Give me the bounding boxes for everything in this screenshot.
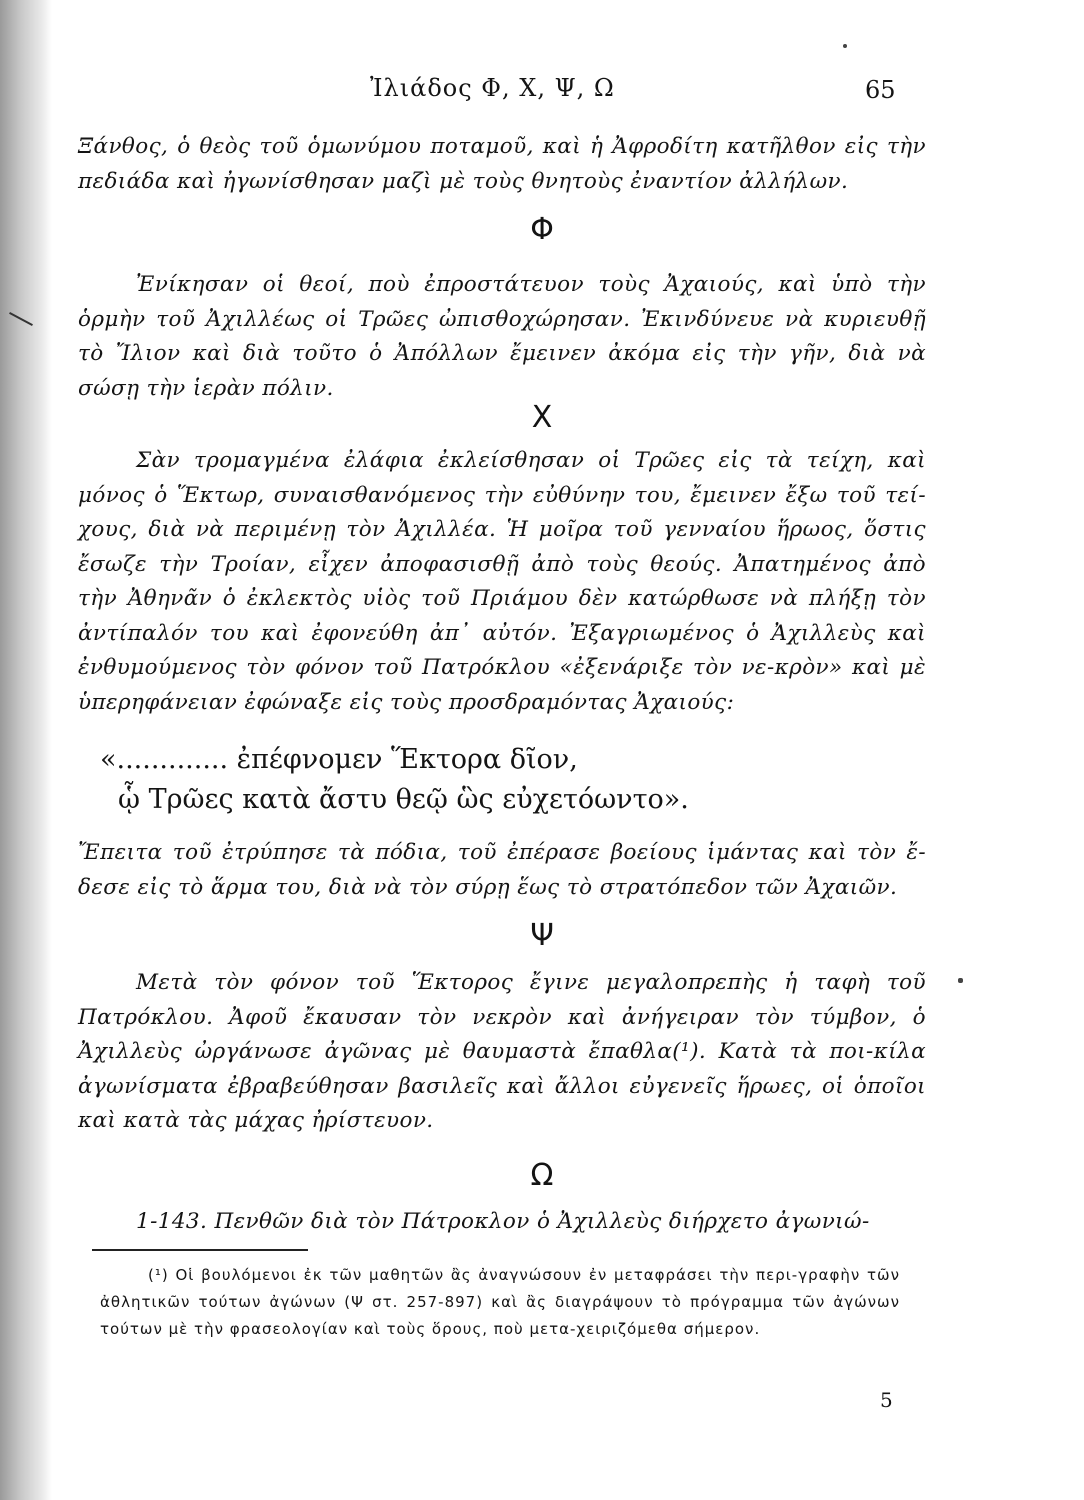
section-heading-phi: Φ	[530, 212, 554, 247]
verse-line-1: «............. ἐπέφνομεν Ἕκτορα δῖον,	[100, 744, 578, 775]
header-title: Ἰλιάδος Φ, Χ, Ψ, Ω	[370, 74, 615, 102]
page-number: 65	[865, 76, 896, 104]
paragraph-psi: Μετὰ τὸν φόνον τοῦ Ἕκτορος ἔγινε μεγαλοπρεπὴς ἡ ταφὴ τοῦ Πατρόκλου. Ἀφοῦ ἔκαυσαν τὸν νεκρὸν καὶ ἀνήγειραν τὸν τύμβον, ὁ Ἀχιλλεὺς ὠργάνωσε ἀγῶνας μὲ θαυμαστὰ ἔπαθλα(¹). Κατὰ τὰ ποι-κίλα ἀγωνίσματα ἐβραβεύθησαν βασιλεῖς καὶ ἄλλοι εὐγενεῖς ἥρωες, οἱ ὁποῖοι καὶ κατὰ τὰς μάχας ἠρίστευον.	[78, 970, 926, 1133]
speck	[843, 44, 847, 48]
footnote: (¹) Οἱ βουλόμενοι ἐκ τῶν μαθητῶν ἂς ἀναγνώσουν ἐν μεταφράσει τὴν περι-γραφὴν τῶν ἀθλητικῶν τούτων ἀγώνων (Ψ στ. 257-897) καὶ ἂς διαγράψουν τὸ πρόγραμμα τῶν ἀγώνων τούτων μὲ τὴν φρασεολογίαν καὶ τοὺς ὅρους, ποὺ μετα-χειριζόμεθα σήμερον.	[100, 1266, 900, 1338]
verse-quote	[100, 740, 900, 820]
section-heading-chi: Χ	[531, 400, 553, 435]
footnote-divider	[92, 1249, 308, 1251]
paragraph-chi: Σὰν τρομαγμένα ἐλάφια ἐκλείσθησαν οἱ Τρῶες εἰς τὰ τείχη, καὶ μόνος ὁ Ἕκτωρ, συναισθανόμενος τὴν εὐθύνην του, ἔμεινεν ἔξω τοῦ τεί-χους, διὰ νὰ περιμένῃ τὸν Ἀχιλλέα. Ἡ μοῖρα τοῦ γενναίου ἥρωος, ὅστις ἔσωζε τὴν Τροίαν, εἶχεν ἀποφασισθῇ ἀπὸ τοὺς θεούς. Ἀπατημένος ἀπὸ τὴν Ἀθηνᾶν ὁ ἐκλεκτὸς υἱὸς τοῦ Πριάμου δὲν κατώρθωσε νὰ πλήξῃ τὸν ἀντίπαλόν του καὶ ἐφονεύθη ἀπ᾿ αὐτόν. Ἐξαγριωμένος ὁ Ἀχιλλεὺς καὶ ἐνθυμούμενος τὸν φόνον τοῦ Πατρόκλου «ἐξενάριξε τὸν νε-κρὸν» καὶ μὲ ὑπερηφάνειαν ἐφώναξε εἰς τοὺς προσδραμόντας Ἀχαιούς:	[78, 448, 926, 715]
printer-signature: 5	[880, 1388, 893, 1412]
paragraph-phi: Ἐνίκησαν οἱ θεοί, ποὺ ἐπροστάτευον τοὺς Ἀχαιούς, καὶ ὑπὸ τὴν ὁρμὴν τοῦ Ἀχιλλέως οἱ Τρῶες ὠπισθοχώρησαν. Ἐκινδύνευε νὰ κυριευθῇ τὸ Ἴλιον καὶ διὰ τοῦτο ὁ Ἀπόλλων ἔμεινεν ἀκόμα εἰς τὴν γῆν, διὰ νὰ σώσῃ τὴν ἱερὰν πόλιν.	[78, 272, 926, 401]
verse-line-2: ᾧ Τρῶες κατὰ ἄστυ θεῷ ὣς εὐχετόωντο».	[118, 784, 689, 815]
section-heading-psi: Ψ	[530, 918, 554, 953]
running-header	[0, 74, 1084, 114]
paragraph-after-verse: Ἔπειτα τοῦ ἐτρύπησε τὰ πόδια, τοῦ ἐπέρασε βοείους ἱμάντας καὶ τὸν ἔ-δεσε εἰς τὸ ἅρμα του, διὰ νὰ τὸν σύρῃ ἕως τὸ στρατόπεδον τῶν Ἀχαιῶν.	[78, 840, 926, 900]
paragraph-omega: 1-143. Πενθῶν διὰ τὸν Πάτροκλον ὁ Ἀχιλλεὺς διήρχετο ἀγωνιώ-	[136, 1209, 870, 1234]
section-heading-omega: Ω	[530, 1158, 554, 1193]
speck	[958, 978, 963, 983]
paragraph-intro: Ξάνθος, ὁ θεὸς τοῦ ὁμωνύμου ποταμοῦ, καὶ ἡ Ἀφροδίτη κατῆλθον εἰς τὴν πεδιάδα καὶ ἠγωνίσθησαν μαζὶ μὲ τοὺς θνητοὺς ἐναντίον ἀλλήλων.	[78, 134, 926, 194]
